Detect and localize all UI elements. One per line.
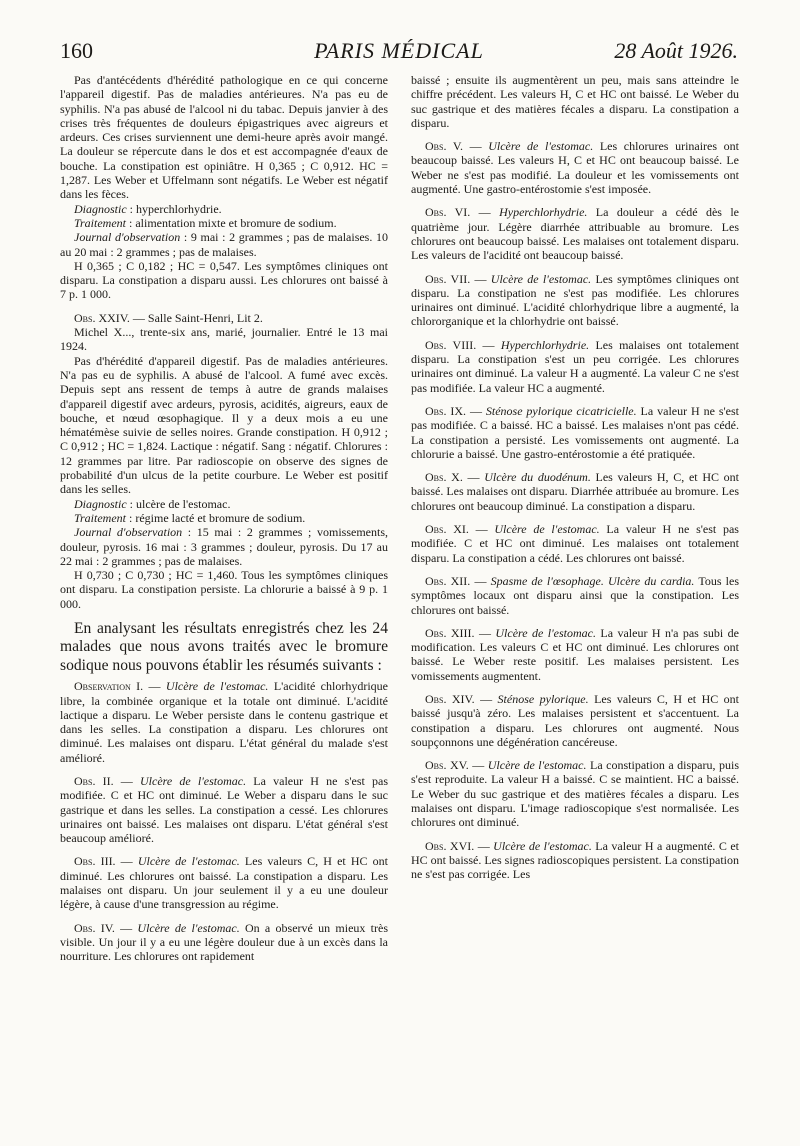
- observation-title: Sténose pylorique cicatricielle.: [485, 403, 637, 418]
- observation-text: La valeur H ne s'est pas modifiée. C et HC ont diminué. Les malaises ont totalement disparu. La constipation a cédé. Les chlorures ont baissé.: [411, 522, 739, 565]
- observation-text: Les symptômes cliniques ont disparu. La constipation ne s'est pas modifiée. Les chlorures urinaires ont diminué. L'acidité chlorhydrique libre a augmenté, la chlororganique et la chlorhydrie ont baissé.: [411, 271, 739, 329]
- running-header: [60, 38, 738, 68]
- diagnosis-text: : ulcère de l'estomac.: [126, 496, 231, 511]
- observation-summary: Obs. VI. — Hyperchlorhydrie. La douleur a cédé dès le quatrième jour. Légère diarrhée attribuable au bromure. Les chlorures ont beaucoup baissé. Les malaises ont totalement disparu. Les valeurs de l'acidité ont beaucoup baissé.: [411, 205, 739, 263]
- observation-number: Obs. XIII.: [425, 625, 475, 640]
- observation-summary: Obs. VIII. — Hyperchlorhydrie. Les malaises ont totalement disparu. La constipation s'est un peu corrigée. Les chlorures urinaires ont diminué. La valeur H a augmenté. La valeur C ne s'est pas modifiée. La valeur HC a augmenté.: [411, 337, 740, 395]
- diagnosis-label: Diagnostic: [74, 201, 127, 216]
- treatment-label: Traitement: [74, 510, 127, 525]
- diagnosis-text: : hyperchlorhydrie.: [126, 201, 222, 216]
- issue-date: 28 Août 1926.: [614, 38, 738, 63]
- observation-number: Obs. XII.: [425, 573, 471, 588]
- observation-number: Obs. XVI.: [425, 838, 475, 853]
- observation-number: Obs. XIV.: [425, 691, 475, 706]
- observation-number: Obs. VIII.: [425, 337, 477, 352]
- left-column: [60, 73, 388, 964]
- observation-title: Spasme de l'œsophage. Ulcère du cardia.: [490, 573, 695, 588]
- observation-number: Obs. III.: [74, 854, 116, 869]
- observation-number: Obs. XI.: [425, 522, 469, 537]
- observation-title: Ulcère de l'estomac.: [137, 920, 240, 935]
- journal-text: : 9 mai : 2 grammes ; pas de malaises. 10 au 20 mai : 2 grammes ; pas de malaises.: [60, 230, 389, 259]
- journal-title: PARIS MÉDICAL: [314, 38, 484, 63]
- observation-number: Obs. XXIV.: [74, 310, 130, 325]
- observation-title: Ulcère du duodénum.: [484, 470, 591, 485]
- observation-title: Hyperchlorhydrie.: [500, 337, 590, 352]
- observation-text: Les chlorures urinaires ont beaucoup baissé. Les valeurs H, C et HC ont beaucoup baissé. Le Weber ne s'est pas modifié. La douleur et les vomissements ont augmenté. Une gastro-entérostomie s'est imposée.: [411, 139, 740, 197]
- treatment-text: : alimentation mixte et bromure de sodium.: [126, 215, 337, 230]
- observation-text: Tous les symptômes locaux ont disparu ainsi que la constipation. Les chlorures ont baissé.: [411, 573, 740, 617]
- journal-line: [60, 525, 388, 568]
- observation-summary: Obs. IV. — Ulcère de l'estomac. On a observé un mieux très visible. Un jour il y a eu une légère douleur due à un excès dans la nourriture. Les chlorures ont rapidement: [60, 920, 388, 964]
- observation-summary: Obs. XII. — Spasme de l'œsophage. Ulcère du cardia. Tous les symptômes locaux ont disparu ainsi que la constipation. Les chlorures ont baissé.: [411, 573, 740, 617]
- observation-text: Les valeurs C, H et HC ont diminué. Les chlorures ont baissé. La constipation a disparu. Les malaises ont disparu. Un jour seulement il y a eu une douleur légère, à cause d'une transgression au régime.: [60, 854, 388, 912]
- observation-number: Obs. VII.: [425, 271, 471, 286]
- observation-text: Les valeurs C, H et HC ont baissé jusqu'à zéro. Les malaises persistent et s'accentuent. La constipation a disparu. Les chlorures ont augmenté. Nous soupçonnons une dégénération cancéreuse.: [411, 691, 740, 749]
- observation-text: La constipation a disparu, puis s'est reproduite. La valeur H a baissé. C se maintient. HC a baissé. Le Weber du suc gastrique et des matières fécales a disparu. Les malaises ont disparu. L'image radioscopique s'est normalisée. Les chlorures ont diminué.: [411, 758, 739, 830]
- observation-number: Obs. X.: [425, 470, 463, 485]
- observation-number: Obs. IV.: [74, 920, 115, 935]
- observation-text: La douleur a cédé dès le quatrième jour. Légère diarrhée attribuable au bromure. Les chlorures ont beaucoup baissé. Les malaises ont totalement disparu. Les valeurs de l'acidité ont beaucoup baissé.: [411, 205, 739, 263]
- observation-title: Ulcère de l'estomac.: [165, 679, 269, 694]
- observation-text: La valeur H a augmenté. C et HC ont baissé. Les signes radioscopiques persistent. La constipation ne s'est pas corrigée. Les: [411, 838, 739, 882]
- observation-title: Ulcère de l'estomac.: [494, 522, 600, 537]
- paragraph: H 0,365 ; C 0,182 ; HC = 0,547. Les symptômes cliniques ont disparu. La constipation a disparu aussi. Les chlorures ont baissé à 7 p. 1 000.: [60, 258, 388, 302]
- paragraph: Pas d'antécédents d'hérédité pathologique en ce qui concerne l'appareil digestif. Pas de maladies antérieures. N'a pas eu de syphilis. N'a pas abusé de l'alcool ni du tabac. Depuis janvier à des crises très fréquentes de douleurs épigastriques avec aigreurs et ardeurs. Ces crises surviennent une demi-heure après avoir mangé. La douleur se répercute dans le dos et est accompagnée d'eaux de bouche. La constipation est opiniâtre. H 0,365 ; C 0,912. HC = 1,287. Les Weber et Uffelmann sont négatifs. Le Weber est négatif dans les fèces.: [60, 73, 388, 202]
- observation-title: Ulcère de l'estomac.: [488, 139, 594, 154]
- observation-text: Les valeurs H, C, et HC ont baissé. Les malaises ont disparu. Diarrhée attribuée au bromure. Les chlorures ont beaucoup diminué. La constipation a disparu.: [411, 470, 740, 513]
- observation-summary: Obs. VII. — Ulcère de l'estomac. Les symptômes cliniques ont disparu. La constipation ne s'est pas modifiée. Les chlorures urinaires ont diminué. L'acidité chlorhydrique libre a augmenté, la chlororganique et la chlorhydrie ont baissé.: [411, 271, 739, 329]
- observation-title: Ulcère de l'estomac.: [490, 271, 592, 286]
- observation-text: Les malaises ont totalement disparu. La constipation s'est un peu corrigée. Les chlorures urinaires ont diminué. La valeur H a augmenté. La valeur C ne s'est pas modifiée. La valeur HC a augmenté.: [411, 337, 740, 395]
- observation-text: La valeur H ne s'est pas modifiée. C et HC ont diminué. Le Weber a disparu dans le suc gastrique et dans les selles. La constipation a cessé. Les chlorures urinaires ont baissé. Les malaises ont disparu. L'état général s'est beaucoup amélioré.: [60, 773, 388, 846]
- observation-summary: Obs. XI. — Ulcère de l'estomac. La valeur H ne s'est pas modifiée. C et HC ont diminué. Les malaises ont totalement disparu. La constipation a cédé. Les chlorures ont baissé.: [411, 522, 739, 565]
- observation-number: Obs. II.: [74, 773, 114, 788]
- observation-summary: Obs. XIII. — Ulcère de l'estomac. La valeur H n'a pas subi de modification. Les valeurs C et HC ont diminué. Les chlorures ont baissé. Le Weber reste positif. Les malaises persistent. Les vomissements augmentent.: [411, 625, 740, 683]
- observation-summary: Obs. XIV. — Sténose pylorique. Les valeurs C, H et HC ont baissé jusqu'à zéro. Les malaises persistent et s'accentuent. La constipation a disparu. Les chlorures ont augmenté. Nous soupçonnons une dégénération cancéreuse.: [411, 691, 740, 749]
- journal-label: Journal d'observation: [74, 230, 181, 245]
- paragraph: Pas d'hérédité d'appareil digestif. Pas de maladies antérieures. N'a pas eu de syphilis. A abusé de l'alcool. A fumé avec excès. Depuis sept ans ressent de temps à autre de grands malaises d'appareil digestif avec ardeurs, pyrosis, acidités, aigreurs, eaux de bouche, et nœud œsophagique. Il y a deux mois a eu une hématémèse suivie de selles noires. Grande constipation. H 0,912 ; C 0,912 ; HC = 1,824. Lactique : négatif. Sang : négatif. Chlorures : 12 grammes par litre. Par radioscopie on observe des signes de probabilité d'un ulcus de la petite courbure. Le Weber est positif dans les selles.: [60, 353, 388, 497]
- paragraph: Michel X..., trente-six ans, marié, journalier. Entré le 13 mai 1924.: [60, 325, 388, 354]
- observation-title: Hyperchlorhydrie.: [499, 205, 588, 220]
- observation-number: Obs. XV.: [425, 758, 469, 773]
- observation-title: Ulcère de l'estomac.: [495, 625, 596, 640]
- diagnosis-label: Diagnostic: [74, 496, 127, 511]
- observation-summary: Obs. V. — Ulcère de l'estomac. Les chlorures urinaires ont beaucoup baissé. Les valeurs H, C et HC ont beaucoup baissé. Le Weber ne s'est pas modifié. La douleur et les vomissements ont augmenté. Une gastro-entérostomie s'est imposée.: [411, 139, 740, 197]
- observation-text: On a observé un mieux très visible. Un jour il y a eu une légère douleur due à un excès dans la nourriture. Les chlorures ont rapidement: [60, 920, 388, 964]
- journal-line: [60, 230, 388, 259]
- observation-summary: Obs. XV. — Ulcère de l'estomac. La constipation a disparu, puis s'est reproduite. La valeur H a baissé. C se maintient. HC a baissé. Le Weber du suc gastrique et des matières fécales a disparu. Les malaises ont disparu. L'image radioscopique s'est normalisée. Les chlorures ont diminué.: [411, 758, 739, 830]
- journal-text: : 15 mai : 2 grammes ; vomissements, douleur, pyrosis. 16 mai : 3 grammes ; douleur, pyrosis. Du 17 au 22 mai : 2 grammes ; pas de malaises.: [60, 525, 388, 568]
- diagnosis-line: [60, 497, 388, 511]
- treatment-line: [60, 511, 388, 525]
- observation-title: Ulcère de l'estomac.: [493, 838, 592, 853]
- observation-summary: Obs. X. — Ulcère du duodénum. Les valeurs H, C, et HC ont baissé. Les malaises ont disparu. Diarrhée attribuée au bromure. Les chlorures ont beaucoup diminué. La constipation a disparu.: [411, 470, 740, 513]
- observation-heading: [60, 311, 388, 325]
- observation-summary: Obs. IX. — Sténose pylorique cicatricielle. La valeur H ne s'est pas modifiée. C a baissé. HC a baissé. Les malaises n'ont pas cédé. La constipation a persisté. Les vomissements ont augmenté. La chlorurie a baissé. Une gastro-entérostomie a été pratiquée.: [411, 403, 739, 461]
- observation-number: Obs. IX.: [425, 403, 467, 418]
- observation-text: La valeur H n'a pas subi de modification. Les valeurs C et HC ont diminué. Les chlorures ont baissé. Le Weber reste positif. Les malaises persistent. Les vomissements augmentent.: [411, 625, 740, 683]
- observation-title: Ulcère de l'estomac.: [137, 854, 240, 869]
- observation-number: Obs. V.: [425, 139, 463, 154]
- summary-paragraph: En analysant les résultats enregistrés chez les 24 malades que nous avons traités avec le bromure sodique nous pouvons établir les résumés suivants :: [60, 619, 388, 674]
- treatment-text: : régime lacté et bromure de sodium.: [126, 510, 306, 525]
- observation-text: La valeur H ne s'est pas modifiée. C a baissé. HC a baissé. Les malaises n'ont pas cédé. La constipation a persisté. Les vomissements ont augmenté. La chlorurie a baissé. Une gastro-entérostomie a été pratiquée.: [411, 403, 739, 461]
- observation-text: L'acidité chlorhydrique libre, la combinée organique et la totale ont diminué. L'acidité lactique a disparu. Le Weber persiste dans le contenu gastrique et dans les selles. La constipation a disparu. Les chlorures ont diminué. Les malaises ont disparu. L'état général du malade s'est amélioré.: [60, 679, 388, 765]
- right-column: [411, 73, 739, 882]
- observation-title: Ulcère de l'estomac.: [487, 758, 587, 773]
- diagnosis-line: [60, 202, 388, 216]
- observation-location: — Salle Saint-Henri, Lit 2.: [129, 310, 263, 325]
- treatment-label: Traitement: [74, 215, 127, 230]
- paragraph: H 0,730 ; C 0,730 ; HC = 1,460. Tous les symptômes cliniques ont disparu. La constipation persiste. La chlorurie a baissé à 9 p. 1 000.: [60, 568, 388, 611]
- observation-summary: Obs. II. — Ulcère de l'estomac. La valeur H ne s'est pas modifiée. C et HC ont diminué. Le Weber a disparu dans le suc gastrique et dans les selles. La constipation a cessé. Les chlorures urinaires ont baissé. Les malaises ont disparu. L'état général s'est beaucoup amélioré.: [60, 773, 388, 846]
- observation-title: Sténose pylorique.: [497, 691, 589, 706]
- observation-title: Ulcère de l'estomac.: [140, 773, 247, 788]
- treatment-line: [60, 216, 388, 230]
- observation-summary: Observation I. — Ulcère de l'estomac. L'acidité chlorhydrique libre, la combinée organique et la totale ont diminué. L'acidité lactique a disparu. Le Weber persiste dans le contenu gastrique et dans les selles. La constipation a disparu. Les chlorures ont diminué. Les malaises ont disparu. L'état général du malade s'est amélioré.: [60, 679, 388, 765]
- page-number: 160: [60, 38, 93, 63]
- observation-number: Observation I.: [74, 679, 144, 694]
- journal-label: Journal d'observation: [74, 525, 183, 540]
- observation-summary: Obs. XVI. — Ulcère de l'estomac. La valeur H a augmenté. C et HC ont baissé. Les signes radioscopiques persistent. La constipation ne s'est pas corrigée. Les: [411, 838, 739, 882]
- observation-number: Obs. VI.: [425, 205, 471, 220]
- observation-summary: Obs. III. — Ulcère de l'estomac. Les valeurs C, H et HC ont diminué. Les chlorures ont baissé. La constipation a disparu. Les malaises ont disparu. Un jour seulement il y a eu une douleur légère, à cause d'une transgression au régime.: [60, 854, 388, 912]
- continued-paragraph: baissé ; ensuite ils augmentèrent un peu, mais sans atteindre le chiffre précédent. Les valeurs H, C et HC ont baissé. Le Weber du suc gastrique et des matières fécales a disparu. La constipation a disparu.: [411, 73, 739, 130]
